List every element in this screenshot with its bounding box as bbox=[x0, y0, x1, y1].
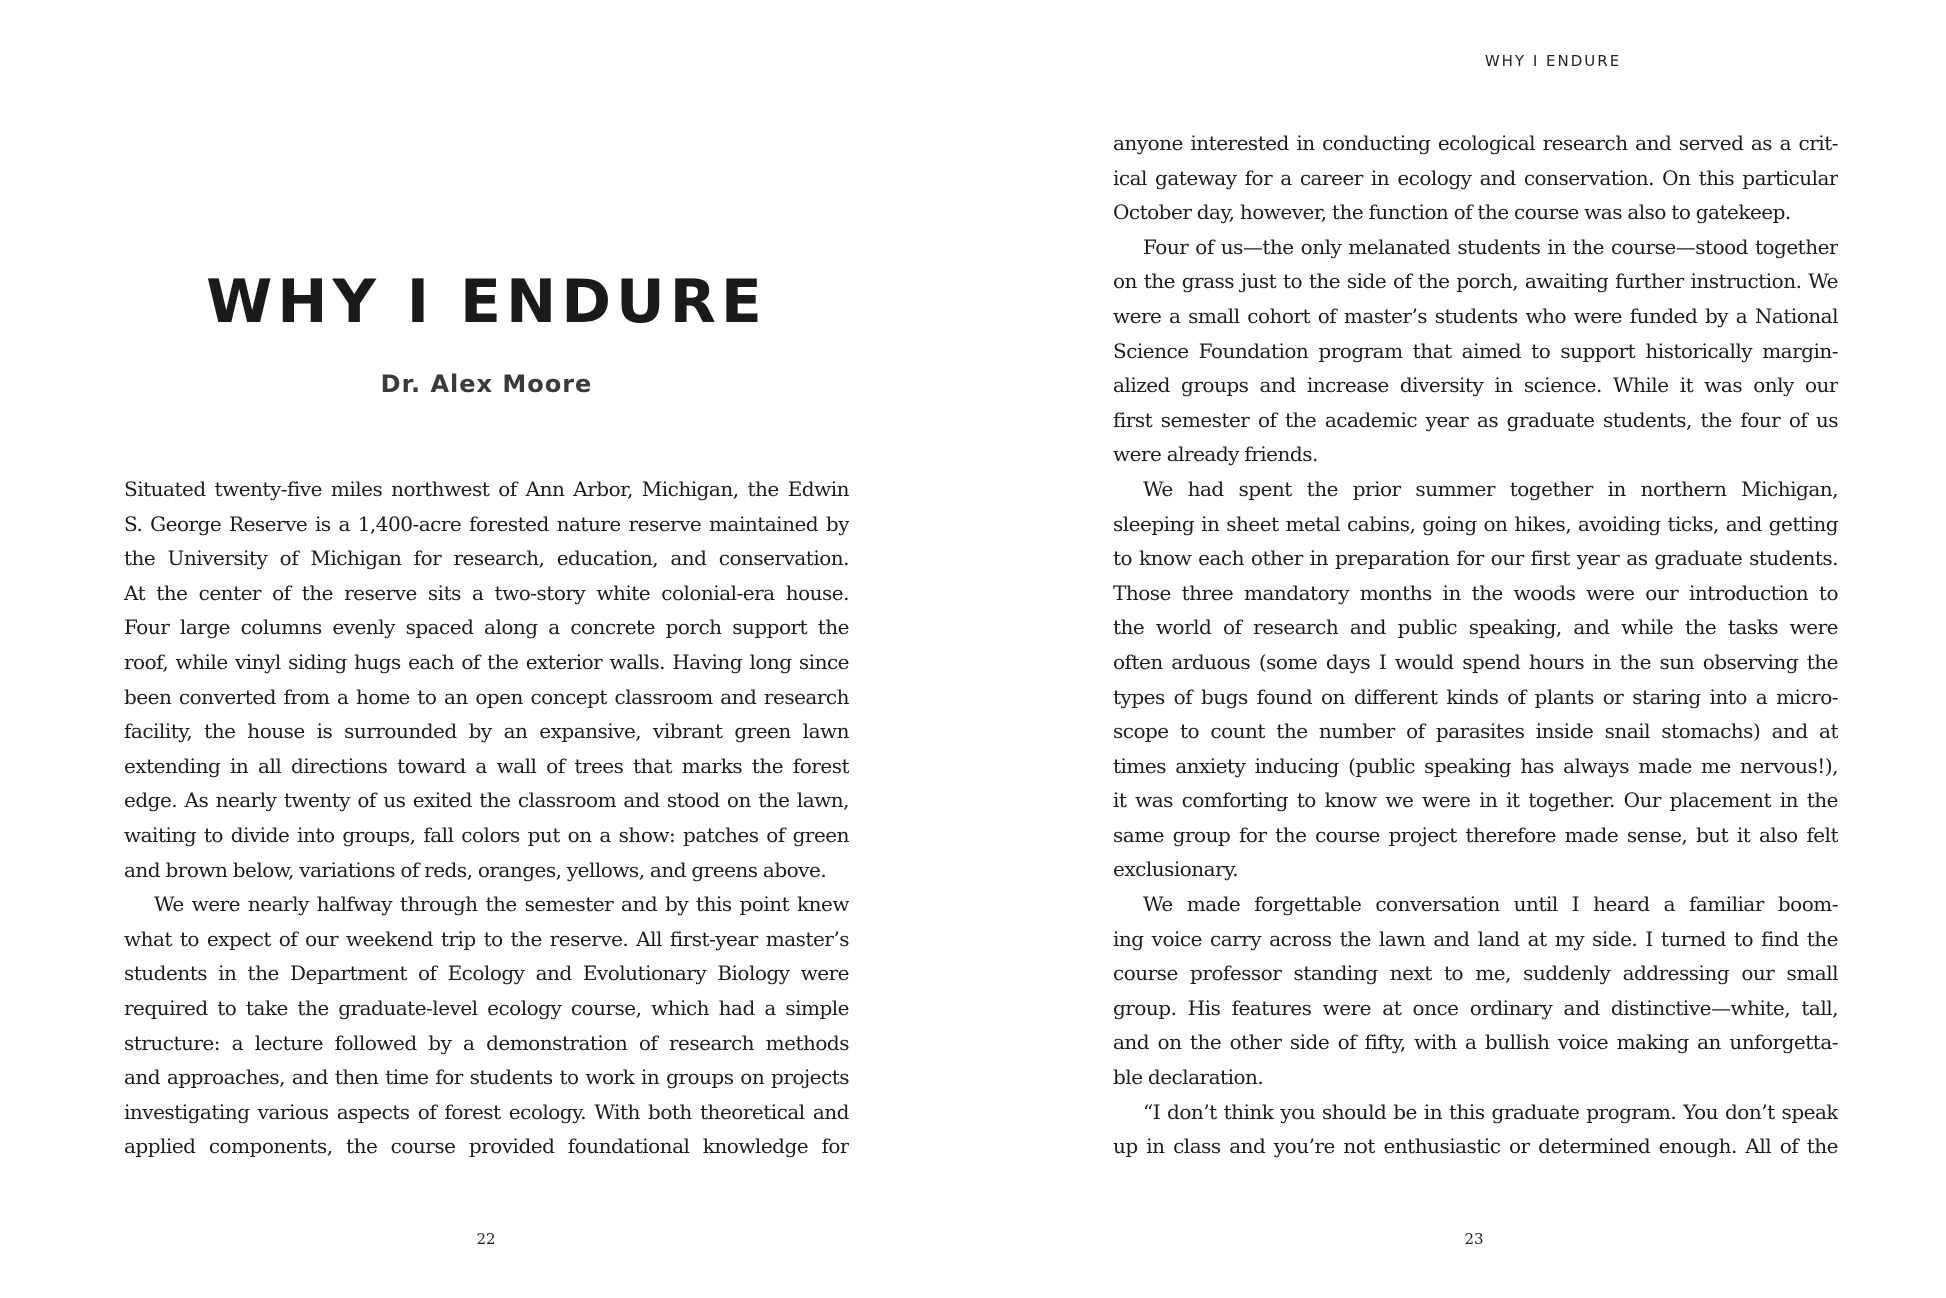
text-line: Those three mandatory months in the woods were our introduction to bbox=[1113, 580, 1838, 605]
chapter-title: WHY I ENDURE bbox=[206, 267, 767, 337]
text-line: At the center of the reserve sits a two-story white colonial-era house. bbox=[124, 580, 849, 605]
text-line: types of bugs found on different kinds of plants or staring into a micro- bbox=[1113, 684, 1838, 709]
text-line: to know each other in preparation for our first year as graduate students. bbox=[1113, 546, 1838, 571]
text-line: Situated twenty-five miles northwest of Ann Arbor, Michigan, the Edwin bbox=[124, 477, 849, 501]
running-head: WHY I ENDURE bbox=[1484, 52, 1622, 70]
page-number: 23 bbox=[1464, 1230, 1484, 1248]
text-line: investigating various aspects of forest ecology. With both theoretical and bbox=[124, 1099, 849, 1124]
text-line: structure: a lecture followed by a demonstration of research methods bbox=[124, 1030, 849, 1055]
text-line: the world of research and public speaking, and while the tasks were bbox=[1113, 615, 1838, 640]
text-line: group. His features were at once ordinary and distinctive—white, tall, bbox=[1113, 995, 1838, 1020]
text-line: were already friends. bbox=[1113, 442, 1318, 467]
chapter-author: Dr. Alex Moore bbox=[380, 370, 593, 398]
text-line: on the grass just to the side of the porch, awaiting further instruction. We bbox=[1113, 269, 1838, 294]
text-line: We had spent the prior summer together in northern Michigan, bbox=[1143, 476, 1838, 501]
text-line: it was comforting to know we were in it together. Our placement in the bbox=[1113, 788, 1838, 813]
text-line: edge. As nearly twenty of us exited the classroom and stood on the lawn, bbox=[124, 788, 849, 813]
text-line: times anxiety inducing (public speaking has always made me nervous!), bbox=[1113, 753, 1838, 778]
text-line: ble declaration. bbox=[1113, 1065, 1264, 1090]
text-line: what to expect of our weekend trip to the reserve. All first-year master’s bbox=[124, 926, 849, 951]
text-line: sleeping in sheet metal cabins, going on hikes, avoiding ticks, and getting bbox=[1113, 511, 1838, 536]
text-line: students in the Department of Ecology and Evolutionary Biology were bbox=[124, 961, 849, 986]
text-line: the University of Michigan for research, education, and conservation. bbox=[124, 546, 849, 571]
text-line: and brown below, variations of reds, oranges, yellows, and greens above. bbox=[124, 857, 827, 882]
text-line: “I don’t think you should be in this graduate program. You don’t speak bbox=[1143, 1099, 1838, 1124]
text-line: and on the other side of fifty, with a bullish voice making an unforgetta- bbox=[1113, 1030, 1838, 1055]
text-line: first semester of the academic year as graduate students, the four of us bbox=[1113, 407, 1838, 432]
text-line: Four of us—the only melanated students in the course—stood together bbox=[1143, 234, 1838, 259]
left-body-text bbox=[124, 472, 849, 1164]
text-line: waiting to divide into groups, fall colors put on a show: patches of green bbox=[124, 822, 849, 847]
text-line: applied components, the course provided foundational knowledge for bbox=[124, 1134, 849, 1159]
text-line: often arduous (some days I would spend hours in the sun observing the bbox=[1113, 649, 1838, 674]
text-line: course professor standing next to me, suddenly addressing our small bbox=[1113, 961, 1838, 986]
right-body-text bbox=[1113, 126, 1838, 1164]
text-line: roof, while vinyl siding hugs each of the exterior walls. Having long since bbox=[124, 649, 849, 674]
text-line: extending in all directions toward a wall of trees that marks the forest bbox=[124, 753, 849, 778]
text-line: Four large columns evenly spaced along a concrete porch support the bbox=[124, 615, 849, 640]
text-line: exclusionary. bbox=[1113, 857, 1239, 882]
text-line: We were nearly halfway through the semester and by this point knew bbox=[154, 892, 849, 917]
text-line: S. George Reserve is a 1,400-acre forested nature reserve maintained by bbox=[124, 511, 849, 536]
text-line: required to take the graduate-level ecology course, which had a simple bbox=[124, 995, 849, 1020]
text-line: scope to count the number of parasites inside snail stomachs) and at bbox=[1113, 719, 1838, 744]
text-line: been converted from a home to an open concept classroom and research bbox=[124, 684, 849, 709]
text-line: anyone interested in conducting ecological research and served as a crit- bbox=[1113, 131, 1838, 155]
text-line: Science Foundation program that aimed to support historically margin- bbox=[1113, 338, 1838, 363]
text-line: up in class and you’re not enthusiastic or determined enough. All of the bbox=[1113, 1134, 1838, 1159]
text-line: October day, however, the function of the course was also to gatekeep. bbox=[1113, 200, 1791, 225]
text-line: We made forgettable conversation until I heard a familiar boom- bbox=[1143, 892, 1838, 917]
text-line: ical gateway for a career in ecology and conservation. On this particular bbox=[1113, 165, 1838, 190]
text-line: were a small cohort of master’s students who were funded by a National bbox=[1113, 303, 1838, 328]
text-line: ing voice carry across the lawn and land at my side. I turned to find the bbox=[1113, 926, 1838, 951]
text-line: facility, the house is surrounded by an expansive, vibrant green lawn bbox=[124, 719, 849, 744]
right-page bbox=[973, 0, 1946, 1298]
text-line: same group for the course project therefore made sense, but it also felt bbox=[1113, 822, 1838, 847]
page-number: 22 bbox=[476, 1230, 496, 1248]
text-line: and approaches, and then time for students to work in groups on projects bbox=[124, 1065, 849, 1090]
text-line: alized groups and increase diversity in science. While it was only our bbox=[1113, 373, 1838, 398]
